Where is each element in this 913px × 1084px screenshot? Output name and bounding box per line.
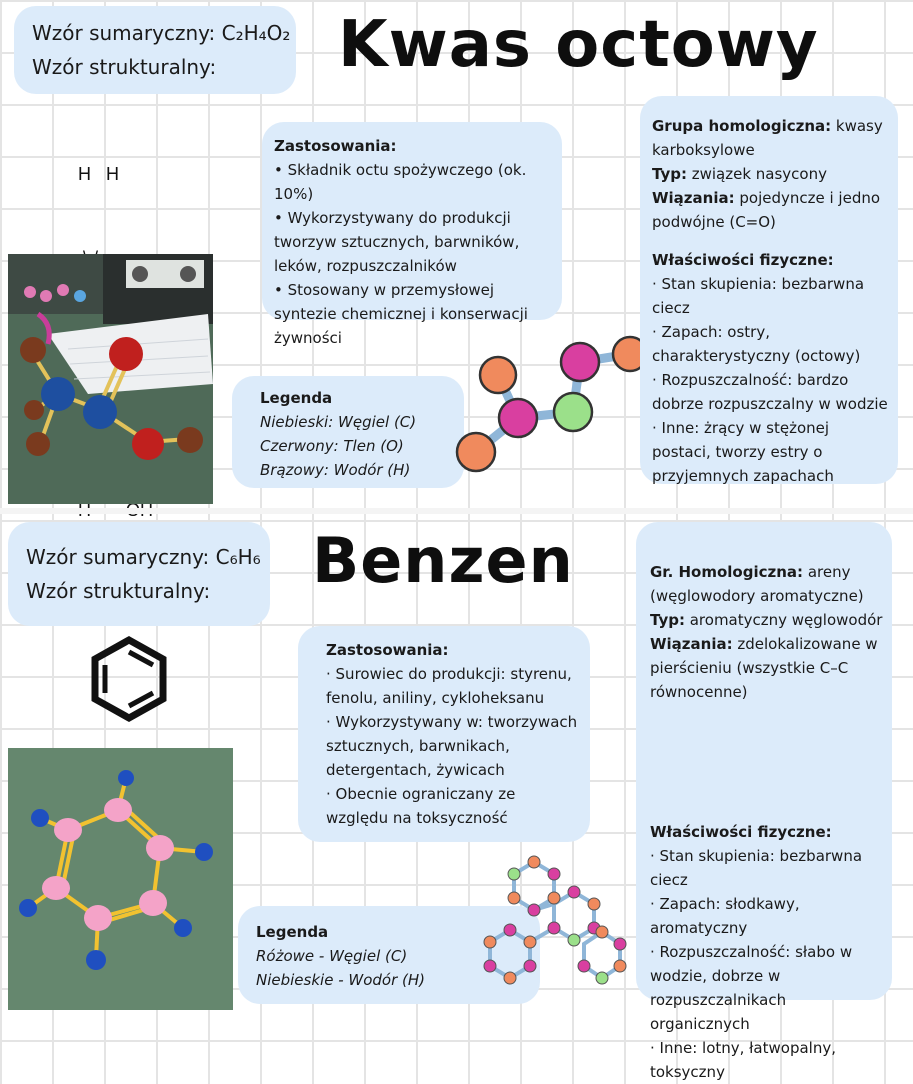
acetic-uses-item: • Składnik octu spożywczego (ok. 10%) (274, 161, 527, 203)
acetic-physical-item: · Zapach: ostry, charakterystyczny (octowy) (652, 323, 861, 365)
acetic-physical-item: · Stan skupienia: bezbarwna ciecz (652, 275, 865, 317)
benzene-legend-item: Różowe - Węgiel (C) (256, 947, 408, 965)
benzene-formula-box (8, 522, 270, 626)
acetic-model-photo (8, 254, 213, 504)
section-divider (0, 508, 913, 514)
benzene-group-row: Gr. Homologiczna: areny (węglowodory aromatyczne) (650, 563, 864, 605)
acetic-molecule-graphic (448, 330, 658, 480)
acetic-summary-formula: Wzór sumaryczny: C₂H₄O₂ (32, 21, 291, 45)
acetic-physical-item: · Rozpuszczalność: bardzo dobrze rozpuszczalny w wodzie (652, 371, 888, 413)
benzene-uses-header: Zastosowania: (326, 641, 449, 659)
acetic-legend-header: Legenda (260, 389, 333, 407)
benzene-info-box (636, 522, 892, 1081)
benzene-molecule-graphic (482, 852, 632, 1002)
benzene-physical-item: · Zapach: słodkawy, aromatyczny (650, 895, 800, 937)
acetic-structural-formula: H H (78, 164, 120, 184)
acetic-formula-box (14, 6, 296, 94)
benzene-physical-item: · Rozpuszczalność: słabo w wodzie, dobrze w rozpuszczalnikach organicznych (650, 943, 853, 1033)
benzene-bonds-row: Wiązania: zdelokalizowane w pierścieniu (wszystkie C–C równocenne) (650, 635, 878, 701)
benzene-uses-item: · Wykorzystywany w: tworzywach sztucznych, barwnikach, detergentach, żywicach (326, 713, 578, 779)
benzene-summary-formula: Wzór sumaryczny: C₆H₆ (26, 545, 261, 569)
benzene-physical-item: · Inne: lotny, łatwopalny, toksyczny (650, 1039, 836, 1081)
benzene-structural-label: Wzór strukturalny: (26, 579, 211, 603)
acetic-physical-item: · Inne: żrący w stężonej postaci, tworzy estry o przyjemnych zapachach (652, 419, 834, 485)
benzene-title: Benzen (312, 524, 574, 597)
acetic-uses-item: • Stosowany w przemysłowej syntezie chemicznej i konserwacji żywności (274, 281, 528, 347)
benzene-legend-item: Niebieskie - Wodór (H) (256, 971, 426, 989)
benzene-model-photo (8, 748, 233, 1010)
benzene-legend-header: Legenda (256, 923, 329, 941)
acetic-structural-label: Wzór strukturalny: (32, 55, 217, 79)
benzene-physical-header: Właściwości fizyczne: (650, 823, 832, 841)
acetic-group-row: Grupa homologiczna: kwasy karboksylowe (652, 117, 883, 159)
acetic-info-box (640, 96, 898, 484)
benzene-uses-item: · Surowiec do produkcji: styrenu, fenolu, aniliny, cykloheksanu (326, 665, 572, 707)
acetic-uses-box (262, 122, 562, 347)
benzene-type-row: Typ: aromatyczny węglowodór (650, 611, 883, 629)
acetic-legend-item: Niebieski: Węgiel (C) (260, 413, 417, 431)
acetic-title: Kwas octowy (338, 8, 819, 82)
acetic-uses-header: Zastosowania: (274, 137, 397, 155)
benzene-uses-box (298, 626, 590, 842)
benzene-uses-item: · Obecnie ograniczany ze względu na toksyczność (326, 785, 516, 827)
acetic-bonds-row: Wiązania: pojedyncze i jedno podwójne (C=O) (652, 189, 881, 231)
acetic-legend-item: Czerwony: Tlen (O) (260, 437, 404, 455)
benzene-physical-item: · Stan skupienia: bezbarwna ciecz (650, 847, 863, 889)
benzene-ring-icon (88, 634, 170, 724)
acetic-uses-item: • Wykorzystywany do produkcji tworzyw sztucznych, barwników, leków, rozpuszczalników (274, 209, 520, 275)
acetic-legend-item: Brązowy: Wodór (H) (260, 461, 411, 479)
acetic-type-row: Typ: związek nasycony (652, 165, 827, 183)
acetic-physical-header: Właściwości fizyczne: (652, 251, 834, 269)
acetic-legend-box (232, 376, 464, 488)
